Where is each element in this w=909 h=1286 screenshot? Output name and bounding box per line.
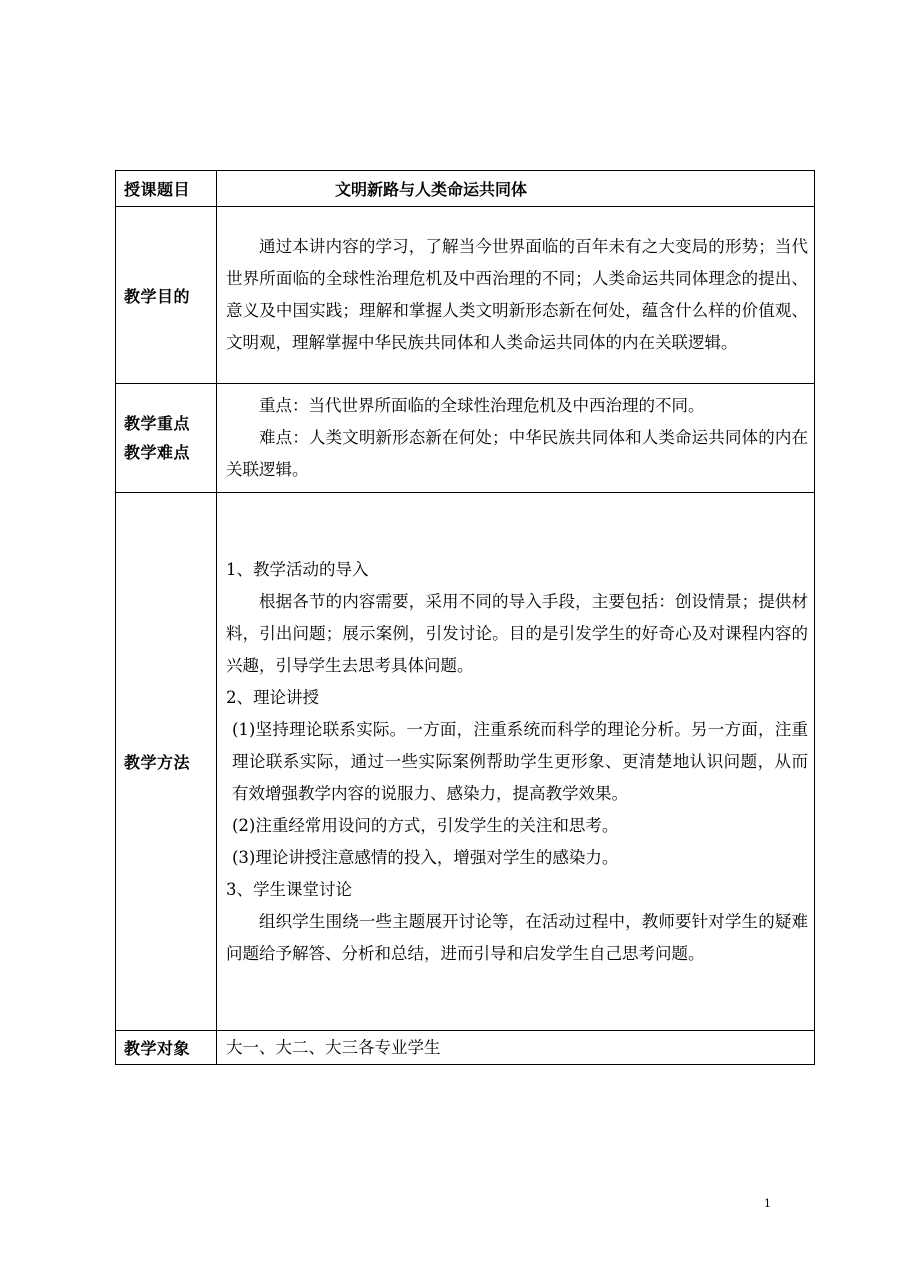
teaching-method-label: 教学方法 (116, 493, 217, 1031)
page-number: 1 (764, 1197, 771, 1210)
method-section1-heading: 1、教学活动的导入 (226, 559, 369, 579)
teaching-goal-label: 教学目的 (116, 207, 217, 384)
course-title-row (116, 171, 815, 207)
teaching-goal-row (116, 207, 815, 384)
teaching-method-row (116, 493, 815, 1031)
key-point-text: 重点：当代世界所面临的全球性治理危机及中西治理的不同。 (259, 396, 705, 415)
audience-value: 大一、大二、大三各专业学生 (217, 1031, 815, 1065)
audience-label: 教学对象 (116, 1031, 217, 1065)
key-point-label: 教学重点 (124, 414, 191, 433)
key-points-row (116, 384, 815, 493)
method-section2-item1: (1)坚持理论联系实际。一方面，注重系统而科学的理论分析。另一方面，注重理论联系实际，通过一些实际案例帮助学生更形象、更清楚地认识问题，从而有效增强教学内容的说服力、感染力，提高教学效果。 (232, 719, 808, 803)
method-section2-item3: (3)理论讲授注意感情的投入，增强对学生的感染力。 (232, 847, 619, 867)
difficult-point-text: 难点：人类文明新形态新在何处；中华民族共同体和人类命运共同体的内在关联逻辑。 (226, 428, 808, 479)
teaching-goal-cell (217, 207, 815, 384)
course-title-value: 文明新路与人类命运共同体 (217, 171, 815, 207)
difficult-point-label: 教学难点 (124, 443, 191, 462)
key-points-label (116, 384, 217, 493)
course-title-label: 授课题目 (116, 171, 217, 207)
method-section3-heading: 3、学生课堂讨论 (226, 879, 352, 899)
method-section3-text: 组织学生围绕一些主题展开讨论等，在活动过程中，教师要针对学生的疑难问题给予解答、分析和总结，进而引导和启发学生自己思考问题。 (226, 911, 808, 963)
method-section1-text: 根据各节的内容需要，采用不同的导入手段，主要包括：创设情景；提供材料，引出问题；展示案例，引发讨论。目的是引发学生的好奇心及对课程内容的兴趣，引导学生去思考具体问题。 (226, 591, 808, 675)
audience-row (116, 1031, 815, 1065)
teaching-goal-text: 通过本讲内容的学习，了解当今世界面临的百年未有之大变局的形势；当代世界所面临的全球性治理危机及中西治理的不同；人类命运共同体理念的提出、意义及中国实践；理解和掌握人类文明新形态新在何处，蕴含什么样的价值观、文明观，理解掌握中华民族共同体和人类命运共同体的内在关联逻辑。 (226, 237, 808, 352)
method-section2-heading: 2、理论讲授 (226, 687, 319, 707)
key-points-cell (217, 384, 815, 493)
method-section2-item2: (2)注重经常用设问的方式，引发学生的关注和思考。 (232, 815, 619, 835)
syllabus-table (115, 170, 815, 1065)
teaching-method-cell (217, 493, 815, 1031)
